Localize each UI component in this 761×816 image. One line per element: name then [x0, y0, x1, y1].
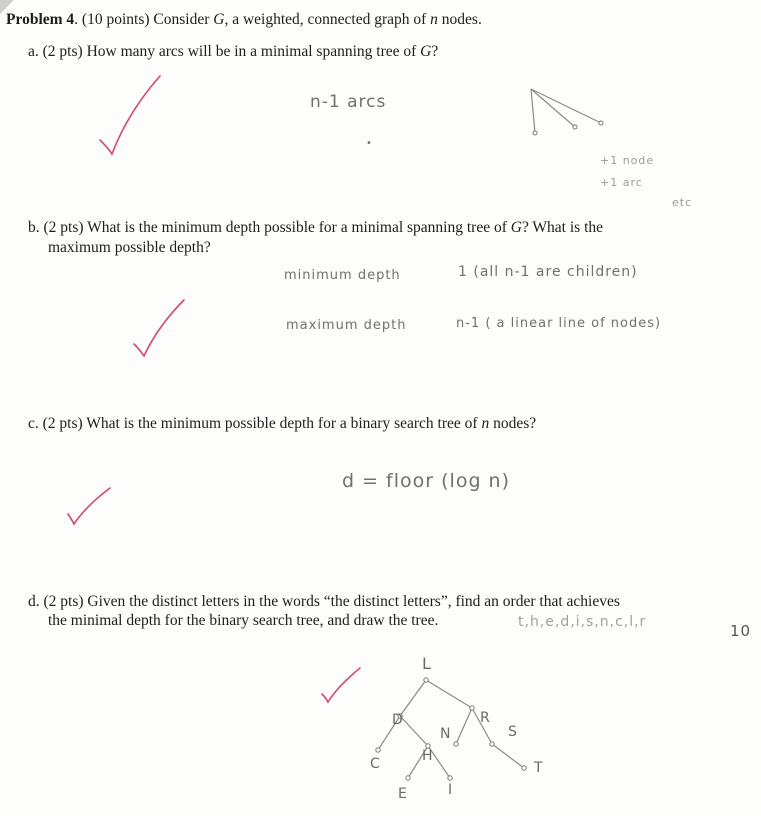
edge-d-h	[400, 716, 428, 746]
question-d-line1	[28, 592, 620, 612]
note-etc: etc	[672, 196, 693, 209]
question-c-var: n	[481, 415, 490, 432]
answer-b-min-value: 1 (all n-1 are children)	[458, 264, 638, 280]
node-label-i: I	[448, 782, 453, 798]
problem-n-var: n	[430, 11, 438, 28]
answer-b-max-label: maximum depth	[286, 318, 407, 333]
note-arc: +1 arc	[600, 176, 643, 189]
node-label-s: S	[508, 724, 517, 740]
check-mark-d	[320, 664, 364, 704]
question-c-prefix: c.	[28, 415, 39, 432]
question-b-text-post: ? What is the	[521, 219, 604, 236]
question-d-prefix: d.	[28, 593, 40, 610]
question-c-text: What is the minimum possible depth for a binary search tree of	[86, 415, 482, 432]
question-d-line2: the minimal depth for the binary search tree, and draw the tree.	[48, 612, 439, 629]
question-b-var: G	[510, 219, 522, 236]
node-label-c: C	[370, 756, 380, 772]
node-dot-t	[522, 766, 526, 770]
node-label-d: D	[392, 712, 403, 728]
answer-b-min-label: minimum depth	[284, 268, 401, 283]
note-node: +1 node	[600, 154, 655, 167]
edge-r-n	[456, 708, 472, 744]
edge-l-d	[400, 680, 426, 716]
edge-l-r	[426, 680, 472, 708]
node-label-t: T	[534, 760, 543, 776]
bst-diagram	[360, 650, 560, 810]
node-label-n: N	[440, 726, 451, 742]
node-dot-e	[406, 776, 410, 780]
problem-intro-post: nodes.	[437, 11, 482, 28]
node-label-e: E	[398, 786, 407, 802]
question-d-text: Given the distinct letters in the words “the distinct letters”, find an order that achieves	[87, 593, 620, 610]
node-label-h: H	[422, 748, 433, 764]
question-b-points: (2 pts)	[43, 219, 84, 236]
question-a-text: How many arcs will be in a minimal spanning tree of	[86, 43, 421, 60]
answer-b-max-value: n-1 ( a linear line of nodes)	[456, 316, 662, 331]
problem-points: (10 points)	[81, 11, 150, 28]
question-a-text-post: ?	[431, 43, 439, 60]
question-a-var: G	[420, 43, 432, 60]
edge-s-t	[492, 744, 524, 768]
question-b-line2: maximum possible depth?	[48, 239, 211, 256]
node-dot-c	[376, 748, 380, 752]
question-c	[28, 414, 536, 434]
check-mark-b	[132, 296, 192, 360]
problem-label: Problem 4	[6, 11, 75, 28]
check-mark-c	[66, 484, 116, 528]
score: 10	[730, 622, 752, 640]
problem-graph-var: G	[213, 11, 225, 28]
node-label-r: R	[480, 710, 490, 726]
problem-intro-mid: , a weighted, connected graph of	[224, 11, 431, 28]
question-c-text-post: nodes?	[489, 415, 537, 432]
problem-intro-pre: Consider	[153, 11, 214, 28]
check-mark-a	[98, 72, 168, 162]
answer-c: d = floor (log n)	[342, 470, 510, 492]
question-c-points: (2 pts)	[42, 415, 83, 432]
question-a-points: (2 pts)	[42, 43, 83, 60]
node-dot-n	[454, 742, 458, 746]
question-a	[28, 42, 438, 62]
question-b-text: What is the minimum depth possible for a minimal spanning tree of	[87, 219, 511, 236]
node-dot-r	[470, 706, 474, 710]
question-b-prefix: b.	[28, 219, 40, 236]
node-dot-i	[448, 776, 452, 780]
question-a-prefix: a.	[28, 43, 39, 60]
answer-d-order: t,h,e,d,i,s,n,c,l,r	[518, 614, 647, 630]
problem-header: Problem 4. (10 points) Consider G, a weighted, connected graph of n nodes.	[6, 11, 482, 28]
answer-a: n-1 arcs	[310, 92, 387, 112]
node-dot-s	[490, 742, 494, 746]
question-d-points: (2 pts)	[43, 593, 84, 610]
node-label-l: L	[422, 654, 431, 673]
sketch-a-tree	[525, 85, 615, 145]
question-b-line1	[28, 218, 603, 238]
stray-dot: •	[366, 138, 373, 149]
node-dot-l	[424, 678, 428, 682]
